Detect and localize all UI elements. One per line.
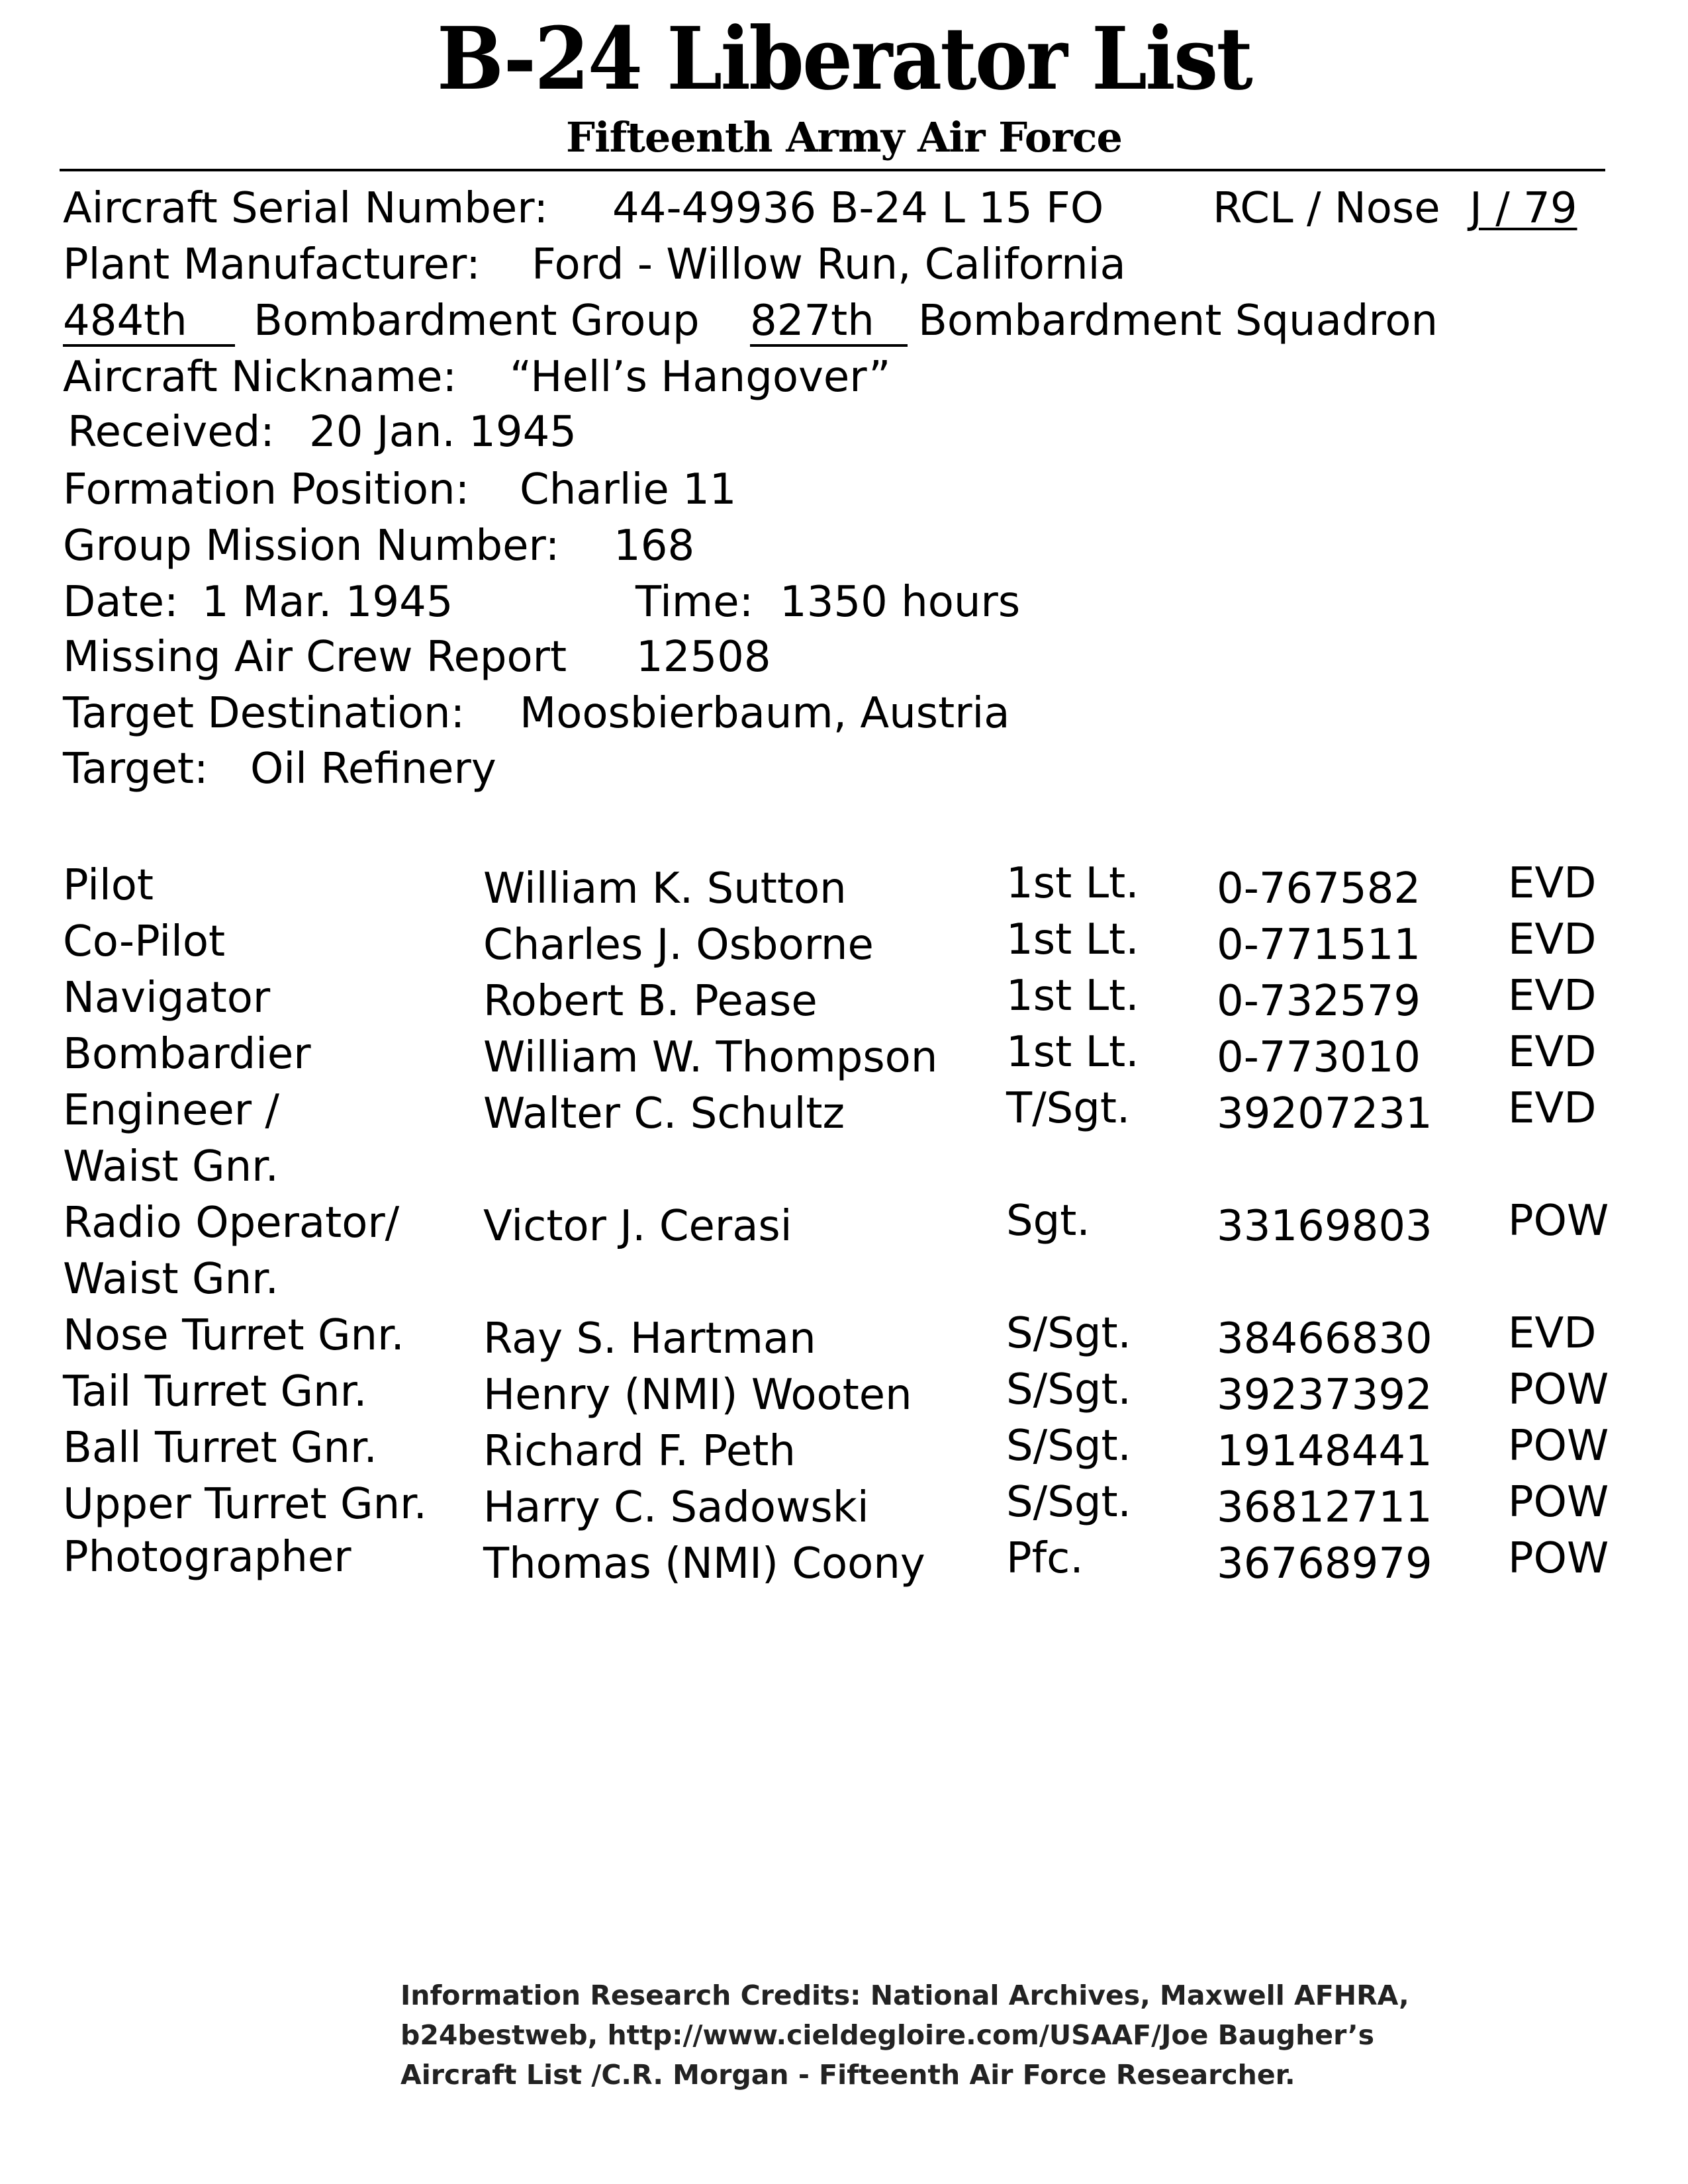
received-value: 20 Jan. 1945	[309, 408, 577, 457]
crew-status: POW	[1508, 1365, 1609, 1414]
macr-value: 12508	[636, 633, 771, 682]
page-subtitle: Fifteenth Army Air Force	[566, 113, 1122, 161]
rcl-value: J / 79	[1469, 184, 1577, 233]
credits-line-2: b24bestweb, http://www.cieldegloire.com/USAAF/Joe Baugher’s	[400, 2019, 1375, 2051]
mission-value: 168	[614, 522, 695, 570]
crew-name: Walter C. Schultz	[483, 1089, 845, 1138]
crew-serial: 0-767582	[1217, 864, 1421, 913]
squadron-label: Bombardment Squadron	[918, 296, 1438, 345]
crew-position-line2: Waist Gnr.	[63, 1255, 279, 1304]
crew-status: EVD	[1508, 1028, 1597, 1077]
crew-name: Henry (NMI) Wooten	[483, 1371, 912, 1420]
manufacturer-label: Plant Manufacturer:	[63, 240, 481, 289]
mission-label: Group Mission Number:	[63, 522, 560, 570]
group-value: 484th	[63, 298, 235, 347]
crew-status: POW	[1508, 1197, 1609, 1246]
rcl-line	[1213, 182, 1577, 235]
credits-line-3: Aircraft List /C.R. Morgan - Fifteenth Air Force Researcher.	[400, 2059, 1295, 2091]
macr-line	[63, 631, 771, 684]
crew-name: Charles J. Osborne	[483, 921, 874, 970]
crew-position: Pilot	[63, 861, 154, 910]
nickname-label: Aircraft Nickname:	[63, 353, 457, 402]
crew-position: Photographer	[63, 1533, 352, 1582]
crew-name: Ray S. Hartman	[483, 1314, 816, 1363]
manufacturer-value: Ford - Willow Run, California	[532, 240, 1126, 289]
crew-position: Ball Turret Gnr.	[63, 1424, 377, 1473]
crew-rank: 1st Lt.	[1006, 915, 1139, 964]
crew-name: Harry C. Sadowski	[483, 1483, 869, 1532]
crew-status: EVD	[1508, 859, 1597, 908]
crew-position: Bombardier	[63, 1030, 311, 1079]
formation-value: Charlie 11	[520, 465, 737, 514]
crew-rank: 1st Lt.	[1006, 972, 1139, 1021]
crew-name: Robert B. Pease	[483, 977, 818, 1026]
crew-name: Richard F. Peth	[483, 1427, 796, 1476]
time-line	[635, 576, 1021, 629]
crew-position: Tail Turret Gnr.	[63, 1367, 367, 1416]
crew-position: Radio Operator/	[63, 1199, 400, 1248]
serial-label: Aircraft Serial Number:	[63, 184, 548, 233]
crew-serial: 36768979	[1217, 1539, 1432, 1588]
crew-status: EVD	[1508, 1309, 1597, 1358]
crew-rank: Sgt.	[1006, 1197, 1090, 1246]
crew-serial: 19148441	[1217, 1427, 1432, 1476]
destination-value: Moosbierbaum, Austria	[520, 689, 1010, 738]
crew-status: EVD	[1508, 915, 1597, 964]
destination-line	[63, 687, 1010, 740]
crew-position: Engineer /	[63, 1086, 279, 1135]
crew-serial: 38466830	[1217, 1314, 1432, 1363]
crew-rank: S/Sgt.	[1006, 1422, 1131, 1471]
squadron-value: 827th	[750, 298, 908, 347]
nickname-value: “Hell’s Hangover”	[510, 353, 891, 402]
received-label: Received:	[68, 408, 275, 457]
crew-status: POW	[1508, 1478, 1609, 1527]
page-title: B-24 Liberator List	[436, 8, 1252, 109]
crew-serial: 0-773010	[1217, 1033, 1421, 1082]
serial-line	[63, 182, 1104, 235]
crew-rank: Pfc.	[1006, 1534, 1084, 1583]
crew-rank: T/Sgt.	[1006, 1084, 1131, 1133]
time-label: Time:	[635, 578, 754, 627]
crew-position: Nose Turret Gnr.	[63, 1311, 404, 1360]
date-label: Date:	[63, 578, 179, 627]
formation-line	[63, 463, 737, 516]
target-label: Target:	[63, 745, 209, 794]
crew-name: Victor J. Cerasi	[483, 1202, 792, 1251]
squadron-value-wrap	[750, 295, 908, 347]
crew-rank: S/Sgt.	[1006, 1478, 1131, 1527]
crew-position: Upper Turret Gnr.	[63, 1480, 427, 1529]
group-line	[63, 295, 235, 347]
mission-line	[63, 520, 695, 572]
crew-name: Thomas (NMI) Coony	[483, 1539, 925, 1588]
crew-name: William K. Sutton	[483, 864, 847, 913]
crew-serial: 33169803	[1217, 1202, 1432, 1251]
crew-serial: 0-732579	[1217, 977, 1421, 1026]
manufacturer-line	[63, 238, 1126, 291]
crew-status: POW	[1508, 1422, 1609, 1471]
crew-rank: S/Sgt.	[1006, 1309, 1131, 1358]
crew-status: POW	[1508, 1534, 1609, 1583]
nickname-line	[63, 351, 891, 404]
rcl-label: RCL / Nose	[1213, 184, 1440, 233]
received-line	[68, 406, 577, 459]
formation-label: Formation Position:	[63, 465, 470, 514]
crew-rank: 1st Lt.	[1006, 1028, 1139, 1077]
time-value: 1350 hours	[780, 578, 1021, 627]
crew-status: EVD	[1508, 1084, 1597, 1133]
destination-label: Target Destination:	[63, 689, 465, 738]
research-credits	[400, 1976, 1433, 2095]
crew-name: William W. Thompson	[483, 1033, 938, 1082]
credits-line-1: Information Research Credits: National Archives, Maxwell AFHRA,	[400, 1979, 1409, 2011]
crew-rank: S/Sgt.	[1006, 1365, 1131, 1414]
serial-value: 44-49936 B-24 L 15 FO	[612, 184, 1104, 233]
date-value: 1 Mar. 1945	[202, 578, 453, 627]
target-value: Oil Refinery	[250, 745, 496, 794]
crew-rank: 1st Lt.	[1006, 859, 1139, 908]
crew-status: EVD	[1508, 972, 1597, 1021]
macr-label: Missing Air Crew Report	[63, 633, 567, 682]
crew-serial: 0-771511	[1217, 921, 1421, 970]
crew-serial: 36812711	[1217, 1483, 1432, 1532]
crew-serial: 39207231	[1217, 1089, 1432, 1138]
title-divider	[60, 169, 1605, 171]
crew-serial: 39237392	[1217, 1371, 1432, 1420]
crew-position: Co-Pilot	[63, 917, 226, 966]
group-label: Bombardment Group	[254, 296, 700, 345]
crew-position-line2: Waist Gnr.	[63, 1142, 279, 1191]
target-line	[63, 743, 496, 796]
date-line	[63, 576, 453, 629]
crew-position: Navigator	[63, 974, 271, 1023]
